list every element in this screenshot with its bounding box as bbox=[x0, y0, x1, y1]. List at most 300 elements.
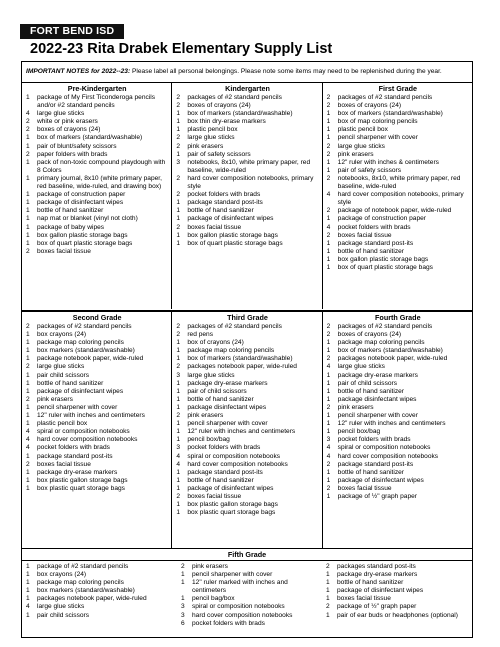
item-description: package map coloring pencils bbox=[187, 347, 275, 355]
item-description: pocket folders with brads bbox=[187, 444, 261, 452]
item-quantity: 1 bbox=[26, 215, 30, 223]
item-quantity: 1 bbox=[326, 395, 331, 403]
supply-item bbox=[325, 363, 471, 371]
item-quantity: 1 bbox=[326, 110, 331, 118]
item-description: box crayons (24) bbox=[37, 331, 87, 339]
notes-prefix: IMPORTANT NOTES for 2022--23: bbox=[26, 68, 131, 75]
item-quantity: 1 bbox=[326, 476, 331, 484]
supply-item bbox=[174, 412, 320, 420]
item-quantity: 2 bbox=[326, 355, 331, 363]
item-description: box of map coloring pencils bbox=[337, 118, 418, 126]
item-quantity: 4 bbox=[176, 460, 180, 468]
fifth-column-1 bbox=[22, 563, 177, 628]
supply-item bbox=[24, 143, 170, 151]
item-quantity: 1 bbox=[326, 379, 331, 387]
item-quantity: 1 bbox=[326, 412, 331, 420]
item-description: boxes of crayons (24) bbox=[337, 102, 402, 110]
supply-item bbox=[325, 151, 471, 159]
supply-item bbox=[325, 264, 471, 272]
item-description: pair of blunt/safety scissors bbox=[37, 142, 117, 150]
item-quantity: 1 bbox=[26, 587, 30, 595]
item-description: bottle of hand sanitizer bbox=[37, 207, 104, 215]
supply-item bbox=[174, 110, 320, 118]
item-quantity: 1 bbox=[326, 492, 331, 500]
supply-item bbox=[24, 477, 170, 485]
item-description: package of construction paper bbox=[337, 215, 426, 223]
item-description: package standard post-its bbox=[337, 460, 414, 468]
item-description: package dry-erase markers bbox=[337, 571, 418, 579]
item-quantity: 1 bbox=[26, 595, 30, 603]
item-description: box of markers (standard/washable) bbox=[187, 355, 293, 363]
supply-item bbox=[174, 436, 320, 444]
item-quantity: 1 bbox=[176, 150, 180, 158]
supply-item bbox=[24, 485, 170, 493]
item-quantity: 2 bbox=[326, 94, 331, 101]
item-description: package dry-erase markers bbox=[37, 468, 118, 476]
item-description: large glue sticks bbox=[37, 363, 85, 371]
item-description: box of quart plastic storage bags bbox=[37, 239, 133, 247]
supply-item bbox=[325, 493, 471, 501]
item-quantity: 1 bbox=[176, 239, 180, 247]
supply-item bbox=[325, 215, 471, 223]
supply-item bbox=[24, 612, 177, 620]
grade-column-fourth bbox=[322, 312, 472, 548]
item-description: boxes facial tissue bbox=[337, 595, 391, 603]
supply-item bbox=[24, 420, 170, 428]
item-quantity: 1 bbox=[26, 571, 30, 579]
supply-item bbox=[24, 191, 170, 199]
supply-item bbox=[325, 159, 471, 167]
item-quantity: 1 bbox=[176, 347, 180, 355]
supply-item bbox=[325, 355, 471, 363]
supply-item bbox=[325, 428, 471, 436]
supply-item bbox=[24, 207, 170, 215]
supply-item bbox=[325, 248, 471, 256]
item-description: box crayons (24) bbox=[37, 571, 87, 579]
supply-item bbox=[179, 571, 322, 579]
item-description: package of #2 standard pencils bbox=[37, 563, 129, 570]
item-description: box of quart plastic storage bags bbox=[337, 263, 433, 271]
supply-item bbox=[24, 347, 170, 355]
item-description: box gallon plastic storage bags bbox=[337, 255, 429, 263]
item-description: pencil sharpener with cover bbox=[337, 134, 418, 142]
supply-item bbox=[24, 339, 170, 347]
item-quantity: 2 bbox=[176, 412, 180, 420]
item-quantity: 1 bbox=[326, 255, 331, 263]
item-quantity: 1 bbox=[326, 263, 331, 271]
item-quantity: 1 bbox=[26, 420, 30, 428]
item-description: boxes facial tissue bbox=[187, 223, 242, 231]
item-quantity: 1 bbox=[326, 347, 331, 355]
grade-column-second bbox=[22, 312, 171, 548]
item-quantity: 1 bbox=[176, 420, 180, 428]
supply-item bbox=[325, 436, 471, 444]
item-description: package of ½" graph paper bbox=[337, 603, 417, 611]
item-quantity: 1 bbox=[26, 231, 30, 239]
item-quantity: 4 bbox=[26, 436, 30, 444]
item-quantity: 1 bbox=[326, 118, 331, 126]
item-description: pack of non-toxic compound playdough with 8 Colors bbox=[37, 158, 166, 174]
supply-item bbox=[24, 94, 170, 110]
supply-item bbox=[325, 110, 471, 118]
item-quantity: 2 bbox=[26, 363, 30, 371]
item-description: box plastic gallon storage bags bbox=[187, 501, 278, 509]
grade-heading: First Grade bbox=[378, 84, 417, 93]
item-description: pocket folders with brads bbox=[37, 444, 110, 452]
supply-item bbox=[174, 372, 320, 380]
item-quantity: 1 bbox=[26, 158, 30, 166]
item-description: packages notebook paper, wide-ruled bbox=[37, 595, 147, 603]
item-quantity: 2 bbox=[176, 142, 180, 150]
item-quantity: 2 bbox=[326, 207, 331, 215]
supply-item bbox=[324, 603, 472, 611]
item-description: pencil sharpener with cover bbox=[37, 403, 118, 411]
item-description: pencil sharpener with cover bbox=[337, 412, 418, 420]
item-quantity: 1 bbox=[176, 403, 180, 411]
item-description: pair of ear buds or headphones (optional) bbox=[337, 611, 458, 619]
item-description: pink erasers bbox=[337, 403, 374, 411]
item-quantity: 2 bbox=[326, 231, 331, 239]
item-quantity: 1 bbox=[326, 158, 331, 166]
supply-item bbox=[325, 469, 471, 477]
item-description: large glue sticks bbox=[37, 110, 85, 118]
item-quantity: 1 bbox=[176, 436, 180, 444]
item-description: plastic pencil box bbox=[337, 126, 388, 134]
item-quantity: 1 bbox=[26, 134, 30, 142]
item-quantity: 2 bbox=[326, 142, 331, 150]
grade-heading-fifth: Fifth Grade bbox=[22, 549, 472, 561]
item-quantity: 1 bbox=[26, 371, 30, 379]
supply-item bbox=[24, 404, 170, 412]
supply-item bbox=[325, 102, 471, 110]
item-description: hard cover composition notebooks, primary style bbox=[187, 174, 314, 191]
supply-item bbox=[24, 159, 170, 175]
item-quantity: 2 bbox=[176, 134, 180, 142]
item-quantity: 2 bbox=[176, 191, 180, 199]
supply-item bbox=[24, 118, 170, 126]
item-quantity: 1 bbox=[26, 331, 30, 339]
item-quantity: 1 bbox=[176, 231, 180, 239]
item-description: 12" ruler with inches & centimeters bbox=[337, 158, 439, 166]
item-description: bottle of hand sanitizer bbox=[187, 395, 254, 403]
item-description: boxes facial tissue bbox=[187, 492, 242, 500]
supply-item bbox=[179, 563, 322, 571]
item-quantity: 1 bbox=[181, 579, 185, 587]
item-quantity: 2 bbox=[26, 126, 30, 134]
supply-item bbox=[24, 110, 170, 118]
supply-item bbox=[324, 612, 472, 620]
supply-item bbox=[174, 191, 320, 199]
item-quantity: 3 bbox=[176, 444, 180, 452]
supply-item bbox=[179, 595, 322, 603]
item-description: pair of child scissors bbox=[337, 379, 398, 387]
item-quantity: 1 bbox=[326, 587, 330, 595]
item-quantity: 4 bbox=[26, 110, 30, 118]
grade-heading: Kindergarten bbox=[225, 84, 270, 93]
item-quantity: 2 bbox=[326, 331, 331, 339]
supply-item bbox=[174, 232, 320, 240]
item-description: pencil sharpener with cover bbox=[192, 571, 273, 579]
supply-item bbox=[325, 207, 471, 215]
supply-item bbox=[24, 603, 177, 611]
item-quantity: 1 bbox=[176, 501, 180, 509]
item-description: box of markers (standard/washable) bbox=[37, 134, 143, 142]
supply-item bbox=[174, 477, 320, 485]
item-description: hard cover composition notebooks bbox=[192, 611, 293, 619]
supply-item bbox=[174, 126, 320, 134]
supply-item bbox=[179, 612, 322, 620]
item-description: white or pink erasers bbox=[37, 118, 98, 126]
item-description: package of disinfectant wipes bbox=[337, 476, 424, 484]
item-description: package standard post-its bbox=[187, 468, 263, 476]
item-description: package disinfectant wipes bbox=[337, 395, 417, 403]
supply-item bbox=[174, 339, 320, 347]
supply-item bbox=[174, 323, 320, 331]
grade-column-first bbox=[322, 83, 472, 309]
item-quantity: 1 bbox=[176, 199, 180, 207]
supply-item bbox=[24, 595, 177, 603]
supply-item bbox=[325, 256, 471, 264]
item-description: pink erasers bbox=[192, 563, 228, 570]
item-quantity: 4 bbox=[26, 428, 30, 436]
item-quantity: 2 bbox=[26, 395, 30, 403]
item-description: packages of #2 standard pencils bbox=[337, 94, 433, 101]
supply-item bbox=[174, 428, 320, 436]
item-description: bottle of hand sanitizer bbox=[337, 579, 404, 587]
item-description: red pens bbox=[187, 331, 213, 339]
supply-item bbox=[24, 388, 170, 396]
item-description: bottle of hand sanitizer bbox=[337, 468, 405, 476]
item-description: pair child scissors bbox=[37, 611, 90, 619]
item-quantity: 1 bbox=[26, 174, 30, 182]
supply-item bbox=[24, 469, 170, 477]
item-quantity: 2 bbox=[176, 492, 180, 500]
item-quantity: 1 bbox=[176, 126, 180, 134]
supply-item bbox=[179, 620, 322, 628]
supply-item bbox=[174, 175, 320, 191]
supply-item bbox=[325, 396, 471, 404]
item-description: 12" ruler with inches and centimeters bbox=[337, 420, 446, 428]
item-description: plastic pencil box bbox=[187, 126, 238, 134]
supply-item bbox=[179, 603, 322, 611]
supply-item bbox=[24, 151, 170, 159]
supply-item bbox=[174, 501, 320, 509]
item-quantity: 4 bbox=[26, 603, 30, 611]
item-quantity: 1 bbox=[181, 571, 185, 579]
item-quantity: 4 bbox=[326, 191, 331, 199]
item-description: 12" ruler marked with inches and centimeters bbox=[192, 579, 288, 595]
item-description: pair of child scissors bbox=[187, 387, 247, 395]
grades-row-2 bbox=[22, 310, 472, 548]
grade-column-third bbox=[171, 312, 321, 548]
supply-item bbox=[325, 372, 471, 380]
item-description: plastic pencil box bbox=[37, 420, 88, 428]
item-quantity: 1 bbox=[326, 579, 330, 587]
item-description: boxes facial tissue bbox=[337, 484, 392, 492]
supply-item bbox=[174, 461, 320, 469]
supply-item bbox=[24, 248, 170, 256]
item-description: package of disinfectant wipes bbox=[187, 215, 274, 223]
supply-item bbox=[324, 571, 472, 579]
supply-item bbox=[324, 587, 472, 595]
supply-item bbox=[174, 420, 320, 428]
supply-item bbox=[24, 428, 170, 436]
item-quantity: 1 bbox=[26, 191, 30, 199]
supply-item bbox=[325, 224, 471, 232]
supply-item bbox=[24, 579, 177, 587]
item-description: box of markers (standard/washable) bbox=[337, 110, 443, 118]
supply-item bbox=[24, 240, 170, 248]
item-description: pair of safety scissors bbox=[187, 150, 251, 158]
item-quantity: 1 bbox=[326, 468, 331, 476]
item-quantity: 2 bbox=[176, 94, 180, 101]
item-quantity: 2 bbox=[326, 484, 331, 492]
item-quantity: 1 bbox=[26, 94, 30, 101]
item-quantity: 1 bbox=[176, 379, 180, 387]
supply-item bbox=[174, 94, 320, 102]
item-quantity: 1 bbox=[326, 247, 331, 255]
item-quantity: 1 bbox=[26, 563, 30, 570]
item-description: boxes of crayons (24) bbox=[37, 126, 101, 134]
item-quantity: 1 bbox=[26, 339, 30, 347]
item-description: box thin dry-erase markers bbox=[187, 118, 266, 126]
item-quantity: 2 bbox=[181, 563, 185, 570]
item-quantity: 6 bbox=[181, 619, 185, 627]
supply-item bbox=[325, 444, 471, 452]
supply-item bbox=[325, 347, 471, 355]
grade-heading: Fourth Grade bbox=[375, 313, 421, 322]
item-description: box plastic quart storage bags bbox=[187, 509, 276, 517]
item-quantity: 3 bbox=[181, 611, 185, 619]
item-description: package map coloring pencils bbox=[37, 339, 124, 347]
item-description: pair child scissors bbox=[37, 371, 90, 379]
supply-item bbox=[24, 199, 170, 207]
item-description: package of My First Ticonderoga pencils and/or #2 standard pencils bbox=[37, 94, 156, 110]
item-description: boxes facial tissue bbox=[37, 460, 91, 468]
item-description: paper folders with brads bbox=[37, 150, 108, 158]
item-quantity: 2 bbox=[26, 150, 30, 158]
grade-heading: Pre-Kindergarten bbox=[67, 84, 127, 93]
item-description: pocket folders with brads bbox=[187, 191, 261, 199]
item-quantity: 1 bbox=[26, 484, 30, 492]
district-banner: FORT BEND ISD bbox=[20, 24, 124, 39]
item-quantity: 2 bbox=[326, 460, 331, 468]
item-description: pink erasers bbox=[37, 395, 73, 403]
item-quantity: 1 bbox=[326, 371, 331, 379]
grade-heading: Third Grade bbox=[227, 313, 268, 322]
supply-item bbox=[24, 126, 170, 134]
item-description: package dry-erase markers bbox=[337, 371, 418, 379]
supply-item bbox=[174, 102, 320, 110]
item-quantity: 2 bbox=[26, 118, 30, 126]
item-description: spiral or composition notebooks bbox=[192, 603, 285, 611]
supply-item bbox=[325, 126, 471, 134]
item-quantity: 2 bbox=[176, 363, 180, 371]
supply-item bbox=[174, 404, 320, 412]
item-description: packages of #2 standard pencils bbox=[337, 323, 433, 330]
item-description: package of disinfectant wipes bbox=[37, 387, 124, 395]
item-quantity: 1 bbox=[326, 420, 331, 428]
item-quantity: 2 bbox=[326, 403, 331, 411]
item-description: package of construction paper bbox=[37, 191, 126, 199]
supply-item bbox=[174, 469, 320, 477]
supply-item bbox=[174, 143, 320, 151]
supply-item bbox=[325, 175, 471, 191]
item-description: bottle of hand sanitizer bbox=[37, 379, 104, 387]
item-description: 12" ruler with inches and centimeters bbox=[37, 412, 145, 420]
supply-item bbox=[174, 493, 320, 501]
supply-item bbox=[174, 485, 320, 493]
item-description: package dry-erase markers bbox=[187, 379, 268, 387]
supply-item bbox=[325, 388, 471, 396]
supply-item bbox=[325, 94, 471, 102]
supply-item bbox=[325, 461, 471, 469]
item-quantity: 1 bbox=[326, 571, 330, 579]
item-quantity: 1 bbox=[26, 142, 30, 150]
item-description: package of disinfectant wipes bbox=[37, 199, 124, 207]
item-description: box of markers (standard/washable) bbox=[187, 110, 293, 118]
supply-item bbox=[325, 380, 471, 388]
item-quantity: 2 bbox=[176, 331, 180, 339]
item-quantity: 3 bbox=[176, 371, 180, 379]
item-quantity: 1 bbox=[326, 387, 331, 395]
item-description: pink erasers bbox=[187, 142, 224, 150]
item-description: package of disinfectant wipes bbox=[187, 484, 274, 492]
item-quantity: 2 bbox=[26, 247, 30, 255]
item-quantity: 1 bbox=[181, 595, 185, 603]
supply-item bbox=[24, 436, 170, 444]
grade-section-fifth bbox=[22, 548, 472, 637]
item-quantity: 1 bbox=[326, 215, 331, 223]
supply-item bbox=[174, 240, 320, 248]
item-quantity: 1 bbox=[26, 412, 30, 420]
item-description: packages notebook paper, wide-ruled bbox=[187, 363, 297, 371]
item-quantity: 1 bbox=[326, 134, 331, 142]
item-description: pair of safety scissors bbox=[337, 166, 402, 174]
supply-item bbox=[24, 444, 170, 452]
supply-item bbox=[325, 143, 471, 151]
item-description: notebooks, 8x10, white primary paper, red baseline, wide-ruled bbox=[337, 174, 461, 191]
item-quantity: 1 bbox=[176, 110, 180, 118]
supply-item bbox=[174, 118, 320, 126]
item-description: 12" ruler with inches and centimeters bbox=[187, 428, 296, 436]
item-quantity: 1 bbox=[326, 239, 331, 247]
item-quantity: 4 bbox=[326, 363, 331, 371]
item-description: pencil box/bag bbox=[337, 428, 381, 436]
item-quantity: 2 bbox=[176, 223, 180, 231]
item-quantity: 2 bbox=[326, 150, 331, 158]
item-description: notebooks, 8x10, white primary paper, red baseline, wide-ruled bbox=[187, 158, 311, 174]
item-description: spiral or composition notebooks bbox=[37, 428, 130, 436]
item-description: packages of #2 standard pencils bbox=[187, 94, 282, 101]
supply-item bbox=[325, 232, 471, 240]
supply-item bbox=[324, 579, 472, 587]
item-description: box markers (standard/washable) bbox=[37, 587, 135, 595]
supply-item bbox=[174, 363, 320, 371]
item-description: packages standard post-its bbox=[337, 563, 416, 570]
supply-item bbox=[24, 232, 170, 240]
supply-item bbox=[24, 134, 170, 142]
item-quantity: 1 bbox=[26, 611, 30, 619]
item-description: large glue sticks bbox=[187, 134, 235, 142]
supply-item bbox=[24, 331, 170, 339]
item-description: primary journal, 8x10 (white primary paper, red baseline, wide-ruled, and drawing box) bbox=[37, 174, 162, 191]
supply-item bbox=[325, 412, 471, 420]
item-quantity: 1 bbox=[26, 579, 30, 587]
item-description: package map coloring pencils bbox=[37, 579, 124, 587]
item-description: boxes of crayons (24) bbox=[337, 331, 402, 339]
item-description: pink erasers bbox=[187, 412, 224, 420]
